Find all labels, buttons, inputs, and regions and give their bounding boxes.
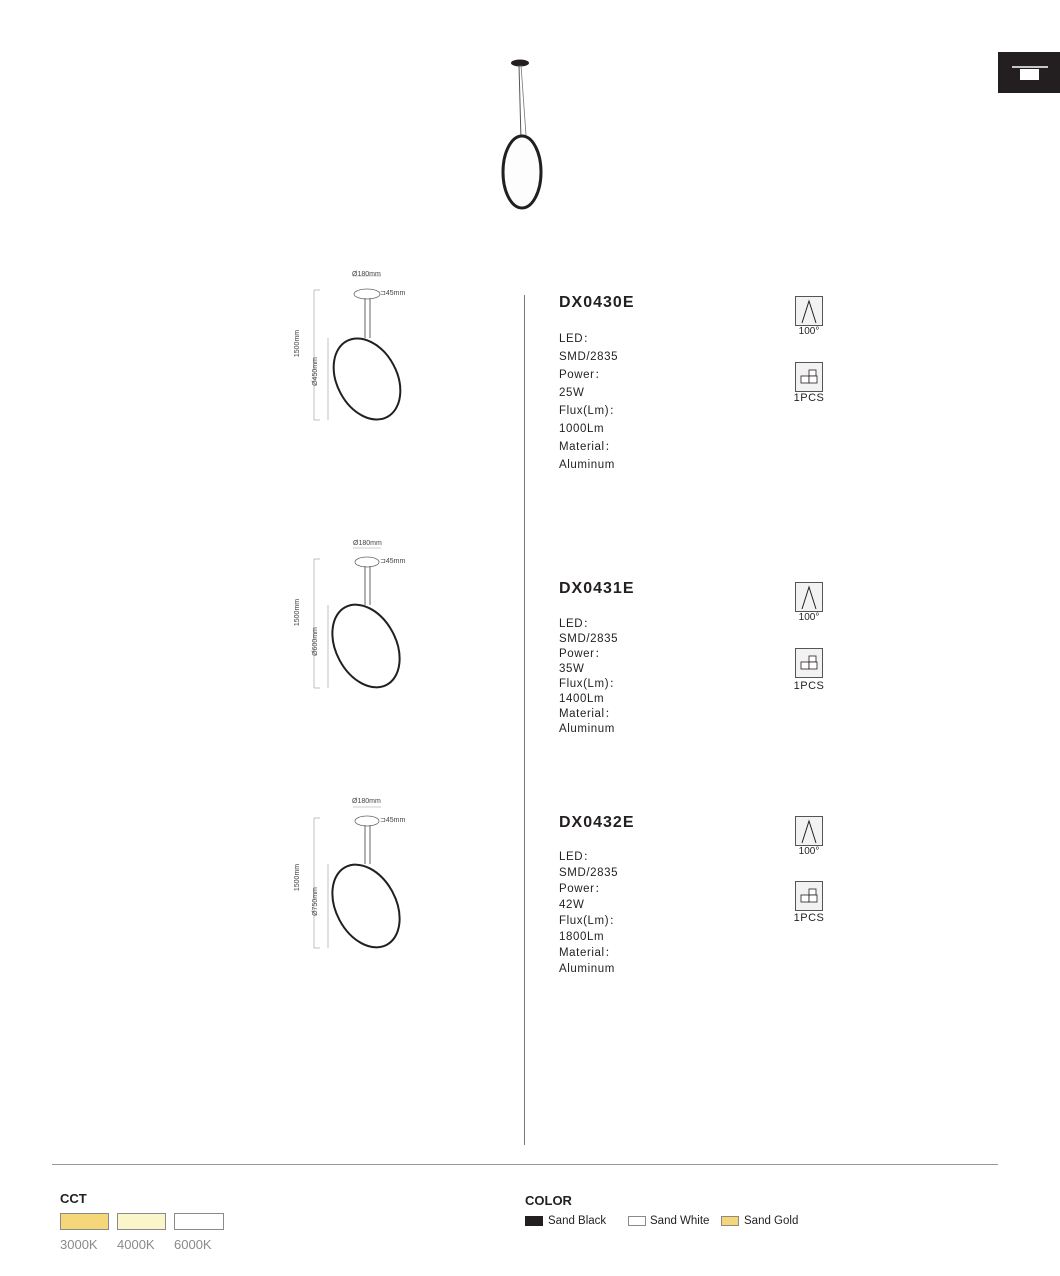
canopy-dimension: Ø180mm bbox=[352, 271, 381, 278]
color-swatch-sand-black bbox=[525, 1216, 543, 1226]
spec-flux: Flux(Lm)：1800Lm bbox=[559, 915, 622, 943]
beam-angle-label: 100° bbox=[798, 326, 820, 337]
footer-divider bbox=[52, 1164, 998, 1165]
package-label: 1PCS bbox=[793, 392, 825, 404]
beam-angle-label: 100° bbox=[798, 846, 820, 857]
cct-swatch-3000k bbox=[60, 1213, 109, 1230]
color-label-sand-gold: Sand Gold bbox=[744, 1215, 799, 1227]
spec-led: LED：SMD/2835 bbox=[559, 333, 619, 363]
cct-title: CCT bbox=[60, 1191, 87, 1206]
spec-power: Power：42W bbox=[559, 883, 607, 911]
ring-dimension: Ø450mm bbox=[311, 357, 319, 386]
page-tab bbox=[998, 52, 1060, 93]
model-number: DX0431E bbox=[559, 580, 635, 597]
spec-material: Material：Aluminum bbox=[559, 708, 617, 735]
spec-list bbox=[559, 617, 621, 737]
beam-angle-label: 100° bbox=[798, 612, 820, 623]
rod-dimension-value: 45mm bbox=[385, 290, 406, 297]
color-swatch-sand-white bbox=[628, 1216, 646, 1226]
spec-material: Material：Aluminum bbox=[559, 947, 617, 975]
height-dimension: 1500mm bbox=[294, 598, 302, 627]
cct-label-3000k: 3000K bbox=[60, 1237, 98, 1252]
rod-dimension: ⊐45mm bbox=[380, 558, 406, 565]
beam-angle-icon bbox=[795, 296, 823, 326]
hero-product-image bbox=[490, 55, 560, 215]
ring-dimension: Ø750mm bbox=[311, 887, 319, 916]
spec-flux: Flux(Lm)：1000Lm bbox=[559, 405, 622, 435]
canopy-dimension: Ø180mm bbox=[353, 540, 382, 547]
rod-dimension: ⊐45mm bbox=[380, 817, 406, 824]
package-icon bbox=[795, 881, 823, 911]
spec-led: LED：SMD/2835 bbox=[559, 851, 619, 879]
package-label: 1PCS bbox=[793, 680, 825, 692]
spec-power: Power：25W bbox=[559, 369, 607, 399]
model-number: DX0430E bbox=[559, 294, 635, 311]
color-title: COLOR bbox=[525, 1193, 572, 1208]
color-label-sand-black: Sand Black bbox=[548, 1215, 607, 1227]
height-dimension: 1500mm bbox=[294, 863, 302, 892]
package-icon bbox=[795, 362, 823, 392]
cct-label-4000k: 4000K bbox=[117, 1237, 155, 1252]
rod-dimension: ⊐45mm bbox=[380, 290, 406, 297]
rod-dimension-value: 45mm bbox=[385, 558, 406, 565]
height-dimension: 1500mm bbox=[294, 329, 302, 358]
ring-dimension: Ø600mm bbox=[311, 627, 319, 656]
package-icon bbox=[795, 648, 823, 678]
cct-swatch-6000k bbox=[174, 1213, 224, 1230]
cct-swatch-4000k bbox=[117, 1213, 166, 1230]
package-label: 1PCS bbox=[793, 912, 825, 924]
vertical-divider bbox=[524, 295, 525, 1145]
spec-flux: Flux(Lm)：1400Lm bbox=[559, 678, 622, 705]
track-light-icon bbox=[998, 52, 1060, 93]
spec-list bbox=[559, 330, 621, 474]
canopy-dimension: Ø180mm bbox=[352, 798, 381, 805]
spec-list bbox=[559, 849, 621, 977]
spec-power: Power：35W bbox=[559, 648, 607, 675]
color-label-sand-white: Sand White bbox=[650, 1215, 710, 1227]
spec-material: Material：Aluminum bbox=[559, 441, 617, 471]
model-number: DX0432E bbox=[559, 814, 635, 831]
spec-led: LED：SMD/2835 bbox=[559, 618, 619, 645]
cct-label-6000k: 6000K bbox=[174, 1237, 212, 1252]
beam-angle-icon bbox=[795, 816, 823, 846]
rod-dimension-value: 45mm bbox=[385, 817, 406, 824]
beam-angle-icon bbox=[795, 582, 823, 612]
color-swatch-sand-gold bbox=[721, 1216, 739, 1226]
